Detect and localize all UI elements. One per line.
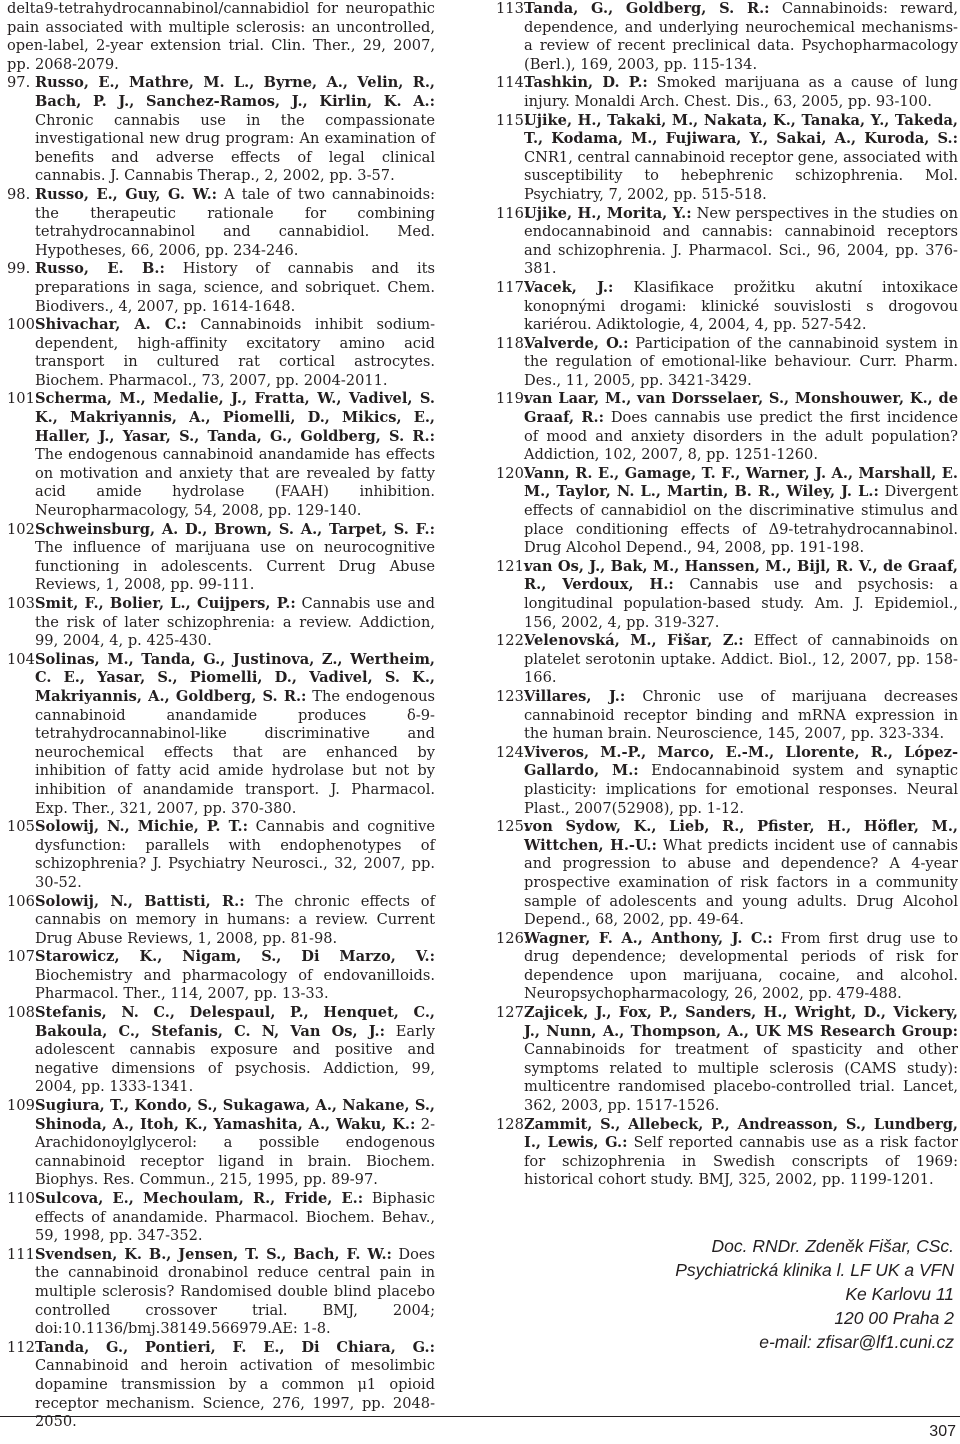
reference-text: Early adolescent cannabis exposure and positive and negative dimensions of psychosis. Addiction, 99, 2004, pp. 1333-1341. (35, 1022, 435, 1096)
reference-authors: Vacek, J.: (524, 278, 614, 296)
author-signature-block (675, 1234, 954, 1354)
reference-number: 103. (7, 595, 40, 612)
reference-number: 114. (496, 74, 529, 92)
reference-authors: Ujike, H., Morita, Y.: (524, 204, 692, 222)
reference-authors: Ujike, H., Takaki, M., Nakata, K., Tanaka, Y., Takeda, T., Kodama, M., Fujiwara, Y., Sakai, A., Kuroda, S.: (524, 111, 958, 148)
reference-number: 120. (496, 464, 529, 482)
reference-number: 119. (496, 390, 529, 408)
reference-text: Chronic use of marijuana decreases cannabinoid receptor binding and mRNA expression in the human brain. Neuroscience, 145, 2007, pp. 323-334. (524, 687, 958, 743)
reference-item (7, 316, 435, 390)
reference-number: 127. (496, 1004, 529, 1022)
reference-item (7, 186, 435, 260)
reference-number: 98. (7, 185, 31, 203)
reference-text: Does the cannabinoid dronabinol reduce central pain in multiple sclerosis? Randomised double blind placebo controlled crossover trial. BMJ, 2004; doi:10.1136/bmj.38149.566979.AE: 1-8. (35, 1245, 435, 1338)
reference-number: 121. (496, 557, 529, 575)
reference-item (7, 1097, 435, 1190)
reference-item (496, 744, 958, 818)
reference-number: 115. (496, 111, 529, 129)
reference-number: 128. (496, 1115, 529, 1133)
reference-number: 97. (7, 74, 31, 92)
reference-item (7, 1339, 435, 1432)
author-city: 120 00 Praha 2 (834, 1308, 954, 1328)
reference-authors: Sugiura, T., Kondo, S., Sukagawa, A., Nakane, S., Shinoda, A., Itoh, K., Yamashita, A., Waku, K.: (35, 1097, 435, 1133)
reference-item (7, 818, 435, 892)
references-right-column (496, 0, 958, 1190)
reference-item (496, 465, 958, 558)
reference-number: 106. (7, 892, 40, 910)
reference-item (7, 651, 435, 818)
reference-item (496, 74, 958, 111)
reference-text: Klasifikace prožitku akutní intoxikace konopnými drogami: klinické souvislosti s drogovou kariérou. Adiktologie, 4, 2004, 4, pp. 527-542. (524, 278, 958, 334)
reference-authors: Vann, R. E., Gamage, T. F., Warner, J. A., Marshall, E. M., Taylor, N. L., Martin, B. R., Wiley, J. L.: (524, 464, 958, 501)
reference-item (496, 632, 958, 688)
reference-number: 111. (7, 1245, 40, 1263)
reference-text: Participation of the cannabinoid system in the regulation of emotional-like behaviour. Curr. Pharm. Des., 11, 2005, pp. 3421-3429. (524, 334, 958, 389)
reference-authors: Russo, E. B.: (35, 260, 165, 278)
reference-item (496, 335, 958, 391)
reference-authors: Valverde, O.: (524, 334, 629, 352)
reference-text: Biphasic effects of anandamide. Pharmacol. Biochem. Behav., 59, 1998, pp. 347-352. (35, 1190, 435, 1245)
reference-text: Effect of cannabinoids on platelet serotonin uptake. Addict. Biol., 12, 2007, pp. 158-166. (524, 632, 958, 687)
reference-number: 109. (7, 1097, 40, 1115)
reference-authors: Shivachar, A. C.: (35, 316, 187, 334)
references-left-column (7, 0, 435, 1432)
reference-authors: Solowij, N., Michie, P. T.: (35, 818, 249, 836)
reference-number: 112. (7, 1338, 40, 1356)
reference-number: 105. (7, 818, 40, 836)
reference-item (496, 1004, 958, 1116)
reference-item (496, 930, 958, 1004)
reference-authors: Svendsen, K. B., Jensen, T. S., Bach, F. W.: (35, 1245, 392, 1263)
reference-authors: Tanda, G., Pontieri, F. E., Di Chiara, G.: (35, 1338, 435, 1356)
reference-authors: Russo, E., Guy, G. W.: (35, 185, 218, 203)
reference-item (7, 74, 435, 186)
reference-text: Does cannabis use predict the first incidence of mood and anxiety disorders in the adult population? Addiction, 102, 2007, 8, pp. 1251-1260. (524, 409, 959, 464)
reference-item (496, 0, 958, 74)
reference-text: Cannabinoids for treatment of spasticity and other symptoms related to multiple sclerosis (CAMS study): multicentre randomised placebo-controlled trial. Lancet, 362, 2003, pp. 1517-1526. (524, 1041, 958, 1115)
reference-text: Divergent effects of cannabidiol on the discriminative stimulus and place conditioning effects of Δ9-tetrahydrocannabinol. Drug Alcohol Depend., 94, 2008, pp. 191-198. (524, 483, 958, 557)
reference-item (7, 1190, 435, 1246)
reference-authors: Solowij, N., Battisti, R.: (35, 892, 245, 910)
reference-authors: Velenovská, M., Fišar, Z.: (524, 632, 744, 650)
reference-item (496, 1116, 958, 1190)
reference-text: The influence of marijuana use on neurocognitive functioning in adolescents. Current Drug Abuse Reviews, 1, 2008, pp. 99-111. (35, 539, 435, 594)
reference-number: 99. (7, 260, 31, 278)
reference-authors: Tashkin, D. P.: (524, 74, 648, 92)
reference-text: The endogenous cannabinoid anandamide produces δ-9-tetrahydrocannabinol-like discriminative and neurochemical effects that are enhanced by inhibition of fatty acid amide hydrolase but not by inhibition of anandamide transport. J. Pharmacol. Exp. Ther., 321, 2007, pp. 370-380. (35, 687, 435, 817)
reference-authors: Starowicz, K., Nigam, S., Di Marzo, V.: (35, 948, 435, 966)
reference-authors: Viveros, M.-P., Marco, E.-M., Llorente, R., López-Gallardo, M.: (524, 743, 958, 780)
reference-number: 104. (7, 650, 40, 668)
reference-number: 126. (496, 929, 529, 947)
reference-text: The endogenous cannabinoid anandamide has effects on motivation and anxiety that are revealed by fatty acid amide hydrolase (FAAH) inhibition. Neuropharmacology, 54, 2008, pp. 129-140. (35, 446, 435, 520)
reference-authors: Villares, J.: (524, 687, 626, 705)
reference-authors: Zammit, S., Allebeck, P., Andreasson, S., Lundberg, I., Lewis, G.: (524, 1115, 958, 1152)
reference-item (496, 390, 958, 464)
reference-authors: Stefanis, N. C., Delespaul, P., Henquet, C., Bakoula, C., Stefanis, C. N, Van Os, J.: (35, 1004, 435, 1040)
reference-text: The chronic effects of cannabis on memory in humans: a review. Current Drug Abuse Reviews, 1, 2008, pp. 81-98. (35, 892, 435, 947)
author-clinic: Psychiatrická klinika l. LF UK a VFN (675, 1260, 954, 1280)
reference-authors: Tanda, G., Goldberg, S. R.: (524, 0, 770, 17)
reference-text: CNR1, central cannabinoid receptor gene, associated with susceptibility to hebephrenic schizophrenia. Mol. Psychiatry, 7, 2002, pp. 515-518. (524, 148, 958, 203)
reference-number: 100. (7, 316, 40, 334)
reference-authors: van Laar, M., van Dorsselaer, S., Monshouwer, K., de Graaf, R.: (524, 390, 958, 427)
reference-number: 122. (496, 632, 529, 650)
reference-number: 123. (496, 687, 529, 705)
reference-item (7, 260, 435, 316)
reference-item (496, 279, 958, 335)
reference-number: 110. (7, 1190, 40, 1207)
reference-text: Cannabinoids inhibit sodium-dependent, high-affinity excitatory amino acid transport in cultured rat cortical astrocytes. Biochem. Pharmacol., 73, 2007, pp. 2004-2011. (35, 316, 436, 389)
reference-item (7, 893, 435, 949)
reference-text: From first drug use to drug dependence; developmental periods of risk for dependence upon marijuana, cocaine, and alcohol. Neuropsychopharmacology, 26, 2002, pp. 479-488. (524, 929, 958, 1003)
reference-authors: Solinas, M., Tanda, G., Justinova, Z., Wertheim, C. E., Yasar, S., Piomelli, D., Vadivel, S. K., Makriyannis, A., Goldberg, S. R.: (35, 650, 435, 705)
reference-text: History of cannabis and its preparations in saga, science, and sobriquet. Chem. Biodivers., 4, 2007, pp. 1614-1648. (35, 260, 435, 315)
reference-authors: Sulcova, E., Mechoulam, R., Fride, E.: (35, 1190, 364, 1207)
author-email: e-mail: zfisar@lf1.cuni.cz (759, 1332, 954, 1352)
reference-number: 116. (496, 204, 529, 222)
reference-number: 117. (496, 278, 529, 296)
reference-item (7, 1246, 435, 1339)
reference-item (7, 390, 435, 520)
reference-authors: Schweinsburg, A. D., Brown, S. A., Tarpet, S. F.: (35, 520, 435, 538)
reference-number: 118. (496, 334, 529, 352)
reference-item (496, 688, 958, 744)
reference-text: What predicts incident use of cannabis and progression to abuse and dependence? A 4-year prospective examination of risk factors in a community sample of adolescents and young adults. Drug Alcohol Depend., 68, 2002, pp. 49-64. (524, 836, 958, 929)
reference-number: 107. (7, 948, 40, 966)
reference-authors: Zajicek, J., Fox, P., Sanders, H., Wright, D., Vickery, J., Nunn, A., Thompson, A., UK MS Research Group: (524, 1004, 958, 1040)
author-name: Doc. RNDr. Zdeněk Fišar, CSc. (711, 1236, 954, 1256)
reference-item (496, 112, 958, 205)
reference-item (7, 521, 435, 595)
reference-authors: van Os, J., Bak, M., Hanssen, M., Bijl, R. V., de Graaf, R., Verdoux, H.: (524, 557, 958, 594)
reference-item (496, 205, 958, 279)
reference-text: Cannabinoid and heroin activation of mesolimbic dopamine transmission by a common μ1 opioid receptor mechanism. Science, 276, 1997, pp. 2048-2050. (35, 1357, 435, 1431)
reference-authors: Smit, F., Bolier, L., Cuijpers, P.: (35, 595, 296, 612)
reference-text: New perspectives in the studies on endocannabinoid and cannabis: cannabinoid receptors and schizophrenia. J. Pharmacol. Sci., 96, 2004, pp. 376-381. (524, 204, 958, 278)
reference-number: 125. (496, 818, 529, 836)
reference-text: 2-Arachidonoylglycerol: a possible endogenous cannabinoid receptor ligand in brain. Biochem. Biophys. Res. Commun., 215, 1995, pp. 89-97. (35, 1115, 436, 1189)
reference-text: Cannabis use and the risk of later schizophrenia: a review. Addiction, 99, 2004, 4, p. 425-430. (35, 595, 435, 650)
reference-text: delta9-tetrahydrocannabinol/cannabidiol for neuropathic pain associated with multiple sclerosis: an uncontrolled, open-label, 2-year extension trial. Clin. Ther., 29, 2007, pp. 2068-2079. (7, 0, 435, 73)
reference-authors: Scherma, M., Medalie, J., Fratta, W., Vadivel, S. K., Makriyannis, A., Piomelli, D., Mikics, E., Haller, J., Yasar, S., Tanda, G., Goldberg, S. R.: (35, 390, 435, 445)
page-number: 307 (929, 1423, 956, 1440)
reference-text: Endocannabinoid system and synaptic plasticity: implications for emotional responses. Neural Plast., 2007(52908), pp. 1-12. (524, 762, 959, 817)
reference-authors: von Sydow, K., Lieb, R., Pfister, H., Höfler, M., Wittchen, H.-U.: (524, 818, 958, 854)
reference-text: Smoked marijuana as a cause of lung injury. Monaldi Arch. Chest. Dis., 63, 2005, pp. 93-100. (524, 74, 959, 110)
reference-item (7, 595, 435, 651)
author-street: Ke Karlovu 11 (845, 1284, 954, 1304)
reference-item (496, 558, 958, 632)
reference-number: 101. (7, 390, 40, 408)
reference-item (7, 1004, 435, 1097)
reference-number: 124. (496, 743, 529, 761)
reference-text: Self reported cannabis use as a risk factor for schizophrenia in Swedish conscripts of 1969: historical cohort study. BMJ, 325, 2002, pp. 1199-1201. (524, 1134, 958, 1189)
reference-item (496, 818, 958, 930)
reference-text: Cannabinoids: reward, dependence, and underlying neurochemical mechanisms-a review of recent preclinical data. Psychopharmacology (Berl.), 169, 2003, pp. 115-134. (524, 0, 958, 73)
reference-text: Cannabis and cognitive dysfunction: parallels with endophenotypes of schizophrenia? J. Psychiatry Neurosci., 32, 2007, pp. 30-52. (35, 818, 435, 891)
reference-text: Cannabis use and psychosis: a longitudinal population-based study. Am. J. Epidemiol., 156, 2002, 4, pp. 319-327. (524, 576, 958, 631)
reference-item (7, 948, 435, 1004)
footer-rule (0, 1416, 960, 1417)
reference-number: 102. (7, 520, 40, 538)
reference-text: Biochemistry and pharmacology of endovanilloids. Pharmacol. Ther., 114, 2007, pp. 13-33. (35, 966, 435, 1003)
reference-text: Chronic cannabis use in the compassionate investigational new drug program: An examination of benefits and adverse effects of legal clinical cannabis. J. Cannabis Therap., 2, 2002, pp. 3-57. (35, 111, 435, 185)
reference-authors: Russo, E., Mathre, M. L., Byrne, A., Velin, R., Bach, P. J., Sanchez-Ramos, J., Kirlin, K. A.: (35, 74, 435, 110)
reference-item (7, 0, 435, 74)
reference-authors: Wagner, F. A., Anthony, J. C.: (524, 929, 773, 947)
reference-number: 113. (496, 0, 529, 17)
reference-text: A tale of two cannabinoids: the therapeutic rationale for combining tetrahydrocannabinol and cannabidiol. Med. Hypotheses, 66, 2006, pp. 234-246. (35, 185, 436, 259)
reference-number: 108. (7, 1004, 40, 1022)
